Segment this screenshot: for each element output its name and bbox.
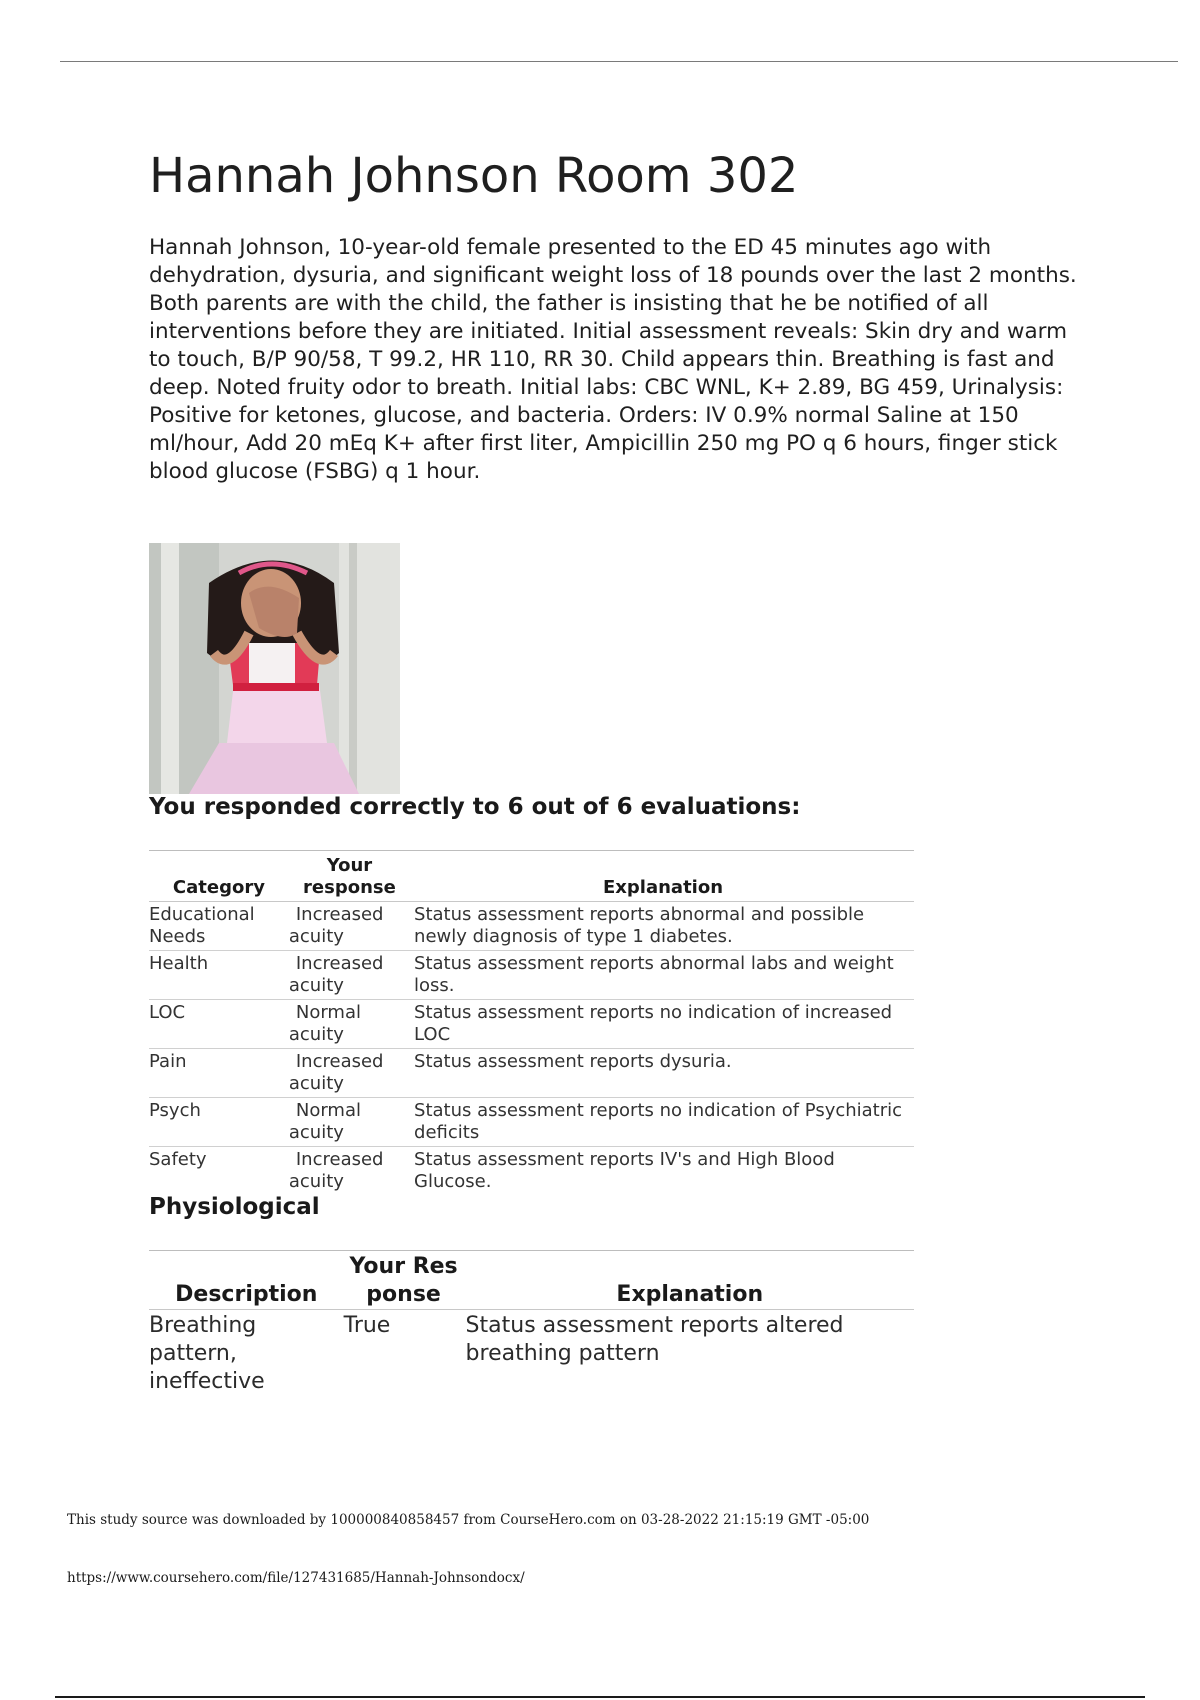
response-cell: True <box>343 1313 391 1338</box>
response-cell <box>289 1098 410 1147</box>
bottom-rule <box>55 1696 1145 1698</box>
column-header-explanation: Explanation <box>410 851 914 902</box>
column-header-description: Description <box>149 1251 344 1310</box>
column-header-explanation: Explanation <box>466 1251 914 1310</box>
column-header-response: Your Response <box>344 1251 466 1310</box>
table-row <box>149 951 914 1000</box>
top-rule <box>60 61 1178 62</box>
column-header-response: Your response <box>289 851 410 902</box>
description-cell: Breathing pattern, ineffective <box>149 1313 265 1394</box>
response-line: Increased <box>295 904 384 925</box>
explanation-cell: Status assessment reports abnormal and possible newly diagnosis of type 1 diabetes. <box>410 902 914 951</box>
category-cell: Pain <box>149 1049 289 1098</box>
download-source-note: This study source was downloaded by 100000840858457 from CourseHero.com on 03-28-2022 21:15:19 GMT -05:00 <box>67 1512 870 1528</box>
response-line: acuity <box>288 1171 344 1192</box>
explanation-cell: Status assessment reports IV's and High Blood Glucose. <box>414 1149 835 1192</box>
response-line: acuity <box>288 975 344 996</box>
category-cell: LOC <box>149 1000 289 1049</box>
physiological-header-row <box>149 1251 914 1310</box>
response-line: Increased <box>295 953 384 974</box>
response-cell <box>289 902 410 951</box>
column-header-category: Category <box>149 851 289 902</box>
table-row <box>149 1310 914 1397</box>
response-line: Normal <box>295 1002 362 1023</box>
explanation-cell: Status assessment reports no indication of increased LOC <box>410 1000 914 1049</box>
physiological-table <box>149 1250 914 1396</box>
response-cell <box>289 1147 410 1196</box>
category-cell: Psych <box>149 1098 289 1147</box>
patient-scenario: Hannah Johnson, 10-year-old female presented to the ED 45 minutes ago with dehydration, dysuria, and significant weight loss of 18 pounds over the last 2 months. Both parents are with the child, the father is insisting that he be notified of all interventions before they are initiated. Initial assessment reveals: Skin dry and warm to touch, B/P 90/58, T 99.2, HR 110, RR 30. Child appears thin. Breathing is fast and deep. Noted fruity odor to breath. Initial labs: CBC WNL, K+ 2.89, BG 459, Urinalysis: Positive for ketones, glucose, and bacteria. Orders: IV 0.9% normal Saline at 150 ml/hour, Add 20 mEq K+ after first liter, Ampicillin 250 mg PO q 6 hours, finger stick blood glucose (FSBG) q 1 hour. <box>149 235 1077 484</box>
response-cell <box>289 1049 410 1098</box>
table-row <box>149 902 914 951</box>
category-cell: Safety <box>149 1149 207 1170</box>
page-title: Hannah Johnson Room 302 <box>149 148 799 204</box>
source-url[interactable]: https://www.coursehero.com/file/127431685/Hannah-Johnsondocx/ <box>67 1570 525 1586</box>
physiological-heading: Physiological <box>149 1194 320 1220</box>
patient-photo <box>149 543 400 794</box>
category-cell: Educational Needs <box>149 902 289 951</box>
explanation-cell: Status assessment reports abnormal labs and weight loss. <box>410 951 914 1000</box>
explanation-cell: Status assessment reports dysuria. <box>410 1049 914 1098</box>
evaluation-header-row <box>149 851 914 902</box>
score-heading: You responded correctly to 6 out of 6 evaluations: <box>149 794 801 820</box>
table-row <box>149 1000 914 1049</box>
table-row <box>149 1049 914 1098</box>
explanation-cell: Status assessment reports altered breathing pattern <box>465 1313 844 1366</box>
response-line: acuity <box>288 1073 344 1094</box>
response-cell <box>289 951 410 1000</box>
response-line: acuity <box>288 1024 344 1045</box>
table-row <box>149 1098 914 1147</box>
response-cell <box>289 1000 410 1049</box>
evaluation-table <box>149 850 914 1195</box>
response-line: Increased <box>295 1051 384 1072</box>
response-line: Normal <box>295 1100 362 1121</box>
table-row <box>149 1147 914 1196</box>
response-line: acuity <box>288 926 344 947</box>
response-line: Increased <box>295 1149 384 1170</box>
category-cell: Health <box>149 951 289 1000</box>
explanation-cell: Status assessment reports no indication of Psychiatric deficits <box>410 1098 914 1147</box>
response-line: acuity <box>288 1122 344 1143</box>
